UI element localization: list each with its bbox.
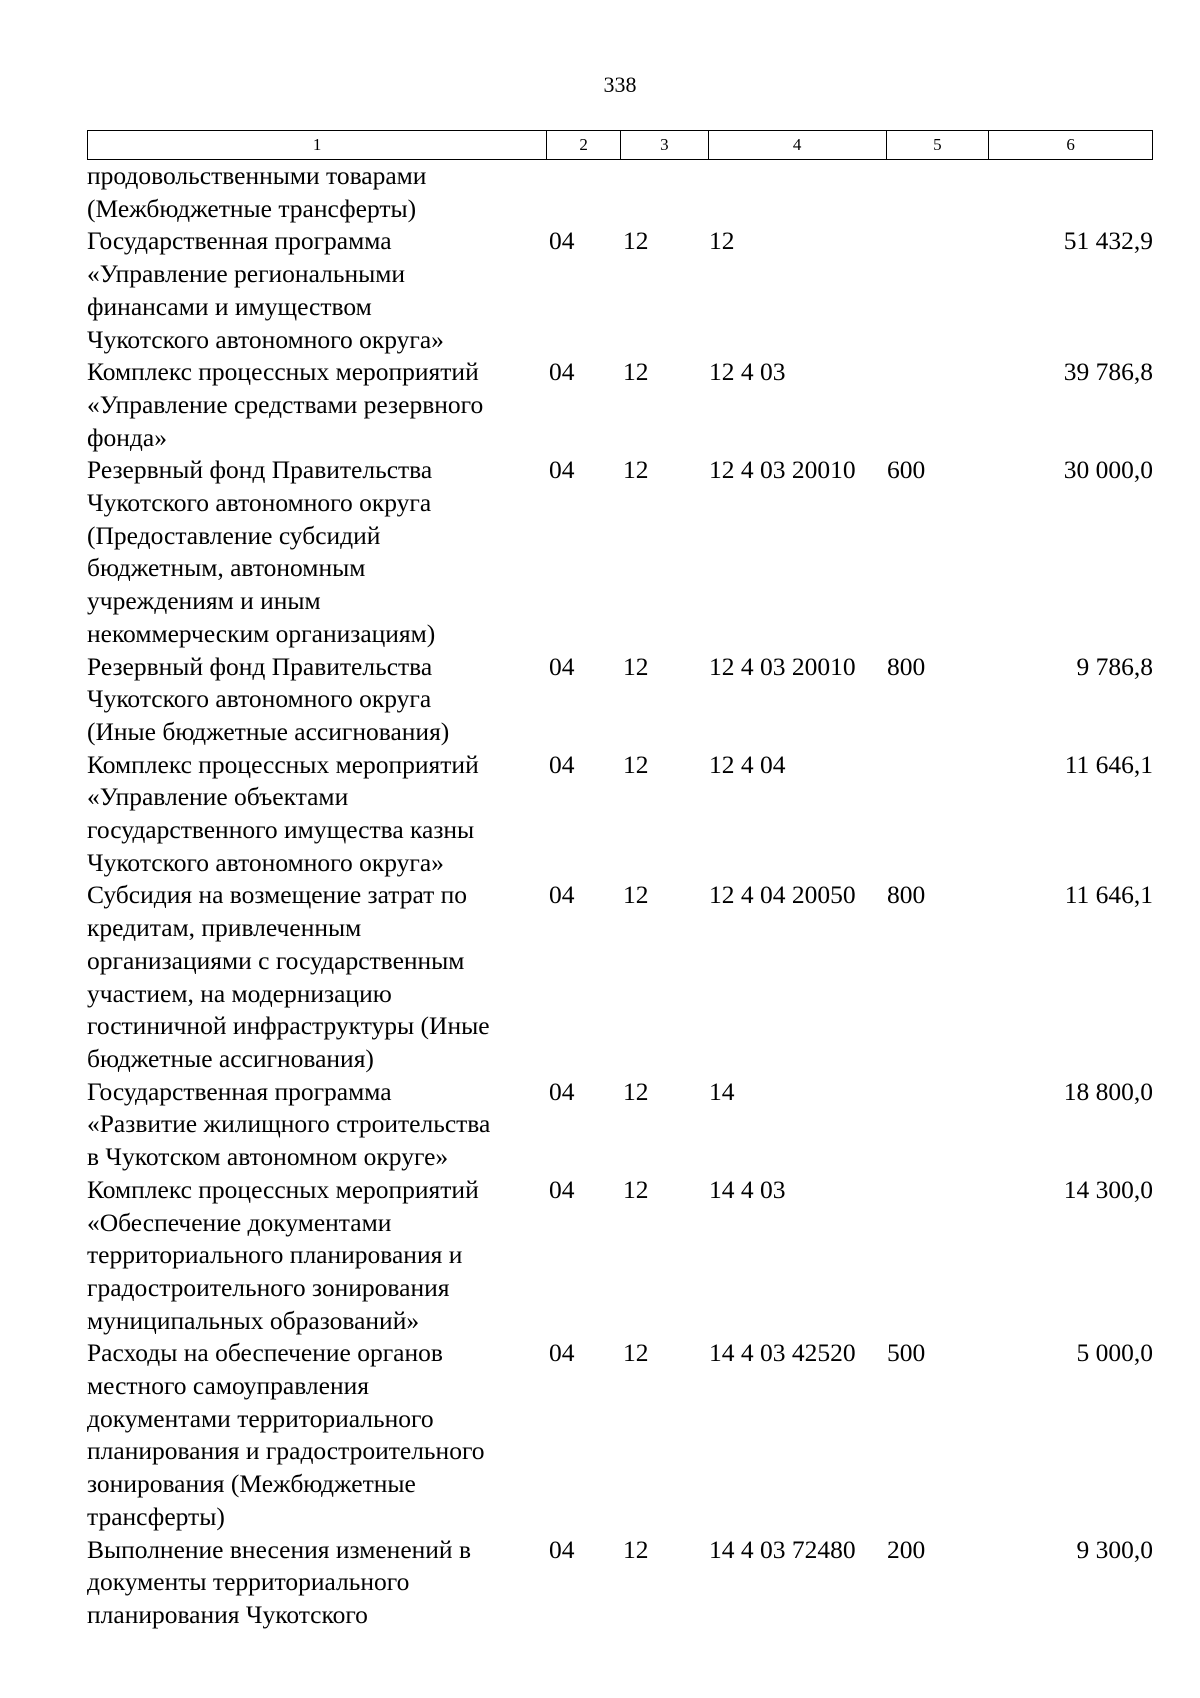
- table-row: [87, 1337, 1153, 1533]
- row-expense-type: 800: [887, 880, 926, 910]
- row-amount: [990, 160, 1153, 225]
- row-name: Государственная программа «Управление региональными финансами и имуществом Чукотского автономного округа»: [87, 226, 444, 354]
- table-row: [87, 160, 1153, 225]
- header-col-3: 3: [621, 131, 709, 159]
- row-name: продовольственными товарами (Межбюджетные трансферты): [87, 161, 427, 223]
- row-section: 04: [549, 1338, 575, 1368]
- row-expense-type: [887, 749, 990, 880]
- row-target-code: 12 4 03: [709, 357, 786, 387]
- row-name: Расходы на обеспечение органов местного самоуправления документами территориального планирования и градостроительного зонирования (Межбюджетные трансферты): [87, 1338, 485, 1531]
- row-name: Комплекс процессных мероприятий «Обеспечение документами территориального планирования и градостроительного зонирования муниципальных образований»: [87, 1174, 479, 1335]
- row-amount: 9 786,8: [1076, 651, 1153, 681]
- row-name: Резервный фонд Правительства Чукотского автономного округа (Предоставление субсидий бюджетным, автономным учреждениям и иным некоммерческим организациям): [87, 455, 436, 648]
- row-target-code: 12 4 04: [709, 749, 786, 779]
- page-number: 338: [603, 72, 637, 97]
- table-body: [87, 160, 1153, 1632]
- row-subsection: 12: [623, 880, 649, 910]
- row-section: 04: [549, 1174, 575, 1204]
- row-name: Субсидия на возмещение затрат по кредитам, привлеченным организациями с государственным участием, на модернизацию гостиничной инфраструктуры (Иные бюджетные ассигнования): [87, 880, 490, 1073]
- row-section: 04: [549, 1534, 575, 1564]
- row-amount: 9 300,0: [1076, 1534, 1153, 1564]
- table-row: [87, 454, 1153, 650]
- table-row: [87, 1534, 1153, 1632]
- row-name: Выполнение внесения изменений в документы территориального планирования Чукотского: [87, 1534, 471, 1629]
- row-target-code: [709, 160, 887, 225]
- header-col-4: 4: [709, 131, 887, 159]
- row-section: 04: [549, 226, 575, 256]
- row-section: 04: [549, 880, 575, 910]
- row-subsection: [621, 160, 709, 225]
- table-row: [87, 879, 1153, 1075]
- row-expense-type: [887, 1076, 990, 1174]
- row-expense-type: 500: [887, 1338, 926, 1368]
- row-amount: 18 800,0: [1063, 1076, 1153, 1106]
- row-subsection: 12: [623, 226, 649, 256]
- row-amount: 51 432,9: [1063, 226, 1153, 256]
- row-name: Государственная программа «Развитие жилищного строительства в Чукотском автономном округе»: [87, 1076, 491, 1172]
- row-subsection: 12: [623, 749, 649, 779]
- row-expense-type: 200: [887, 1534, 926, 1564]
- row-expense-type: 800: [887, 651, 926, 681]
- row-amount: 5 000,0: [1076, 1338, 1153, 1368]
- row-target-code: 14 4 03 72480: [709, 1534, 856, 1564]
- row-section: 04: [549, 651, 575, 681]
- row-target-code: 12 4 03 20010: [709, 455, 856, 485]
- table-row: [87, 651, 1153, 749]
- row-target-code: 14 4 03 42520: [709, 1338, 856, 1368]
- header-col-6: 6: [1066, 135, 1075, 154]
- row-subsection: 12: [623, 1534, 649, 1564]
- row-amount: 11 646,1: [1064, 880, 1153, 910]
- row-subsection: 12: [623, 357, 649, 387]
- table-header: [87, 130, 1153, 160]
- row-target-code: 12: [709, 226, 735, 256]
- row-expense-type: [887, 225, 990, 356]
- header-col-1: 1: [88, 131, 547, 159]
- table-row: [87, 356, 1153, 454]
- row-target-code: 14: [709, 1076, 735, 1106]
- row-target-code: 12 4 03 20010: [709, 651, 856, 681]
- row-subsection: 12: [623, 651, 649, 681]
- row-expense-type: [887, 356, 990, 454]
- row-name: Комплекс процессных мероприятий «Управление объектами государственного имущества казны Чукотского автономного округа»: [87, 749, 479, 877]
- row-subsection: 12: [623, 1338, 649, 1368]
- row-subsection: 12: [623, 455, 649, 485]
- row-target-code: 14 4 03: [709, 1174, 786, 1204]
- row-amount: 39 786,8: [1063, 357, 1153, 387]
- row-expense-type: [887, 1174, 990, 1338]
- row-name: Комплекс процессных мероприятий «Управление средствами резервного фонда»: [87, 357, 484, 452]
- row-subsection: 12: [623, 1174, 649, 1204]
- table-row: [87, 1174, 1153, 1338]
- row-expense-type: 600: [887, 455, 926, 485]
- row-name: Резервный фонд Правительства Чукотского автономного округа (Иные бюджетные ассигнования): [87, 651, 450, 746]
- table-row: [87, 225, 1153, 356]
- row-amount: 30 000,0: [1063, 455, 1153, 485]
- table-row: [87, 749, 1153, 880]
- row-amount: 14 300,0: [1063, 1174, 1153, 1204]
- row-section: [547, 160, 621, 225]
- row-section: 04: [549, 357, 575, 387]
- row-amount: 11 646,1: [1064, 749, 1153, 779]
- header-col-5: 5: [887, 131, 990, 159]
- row-section: 04: [549, 749, 575, 779]
- row-expense-type: [887, 160, 990, 225]
- row-target-code: 12 4 04 20050: [709, 880, 856, 910]
- row-section: 04: [549, 455, 575, 485]
- row-section: 04: [549, 1076, 575, 1106]
- row-subsection: 12: [623, 1076, 649, 1106]
- table-row: [87, 1076, 1153, 1174]
- header-col-2: 2: [547, 131, 621, 159]
